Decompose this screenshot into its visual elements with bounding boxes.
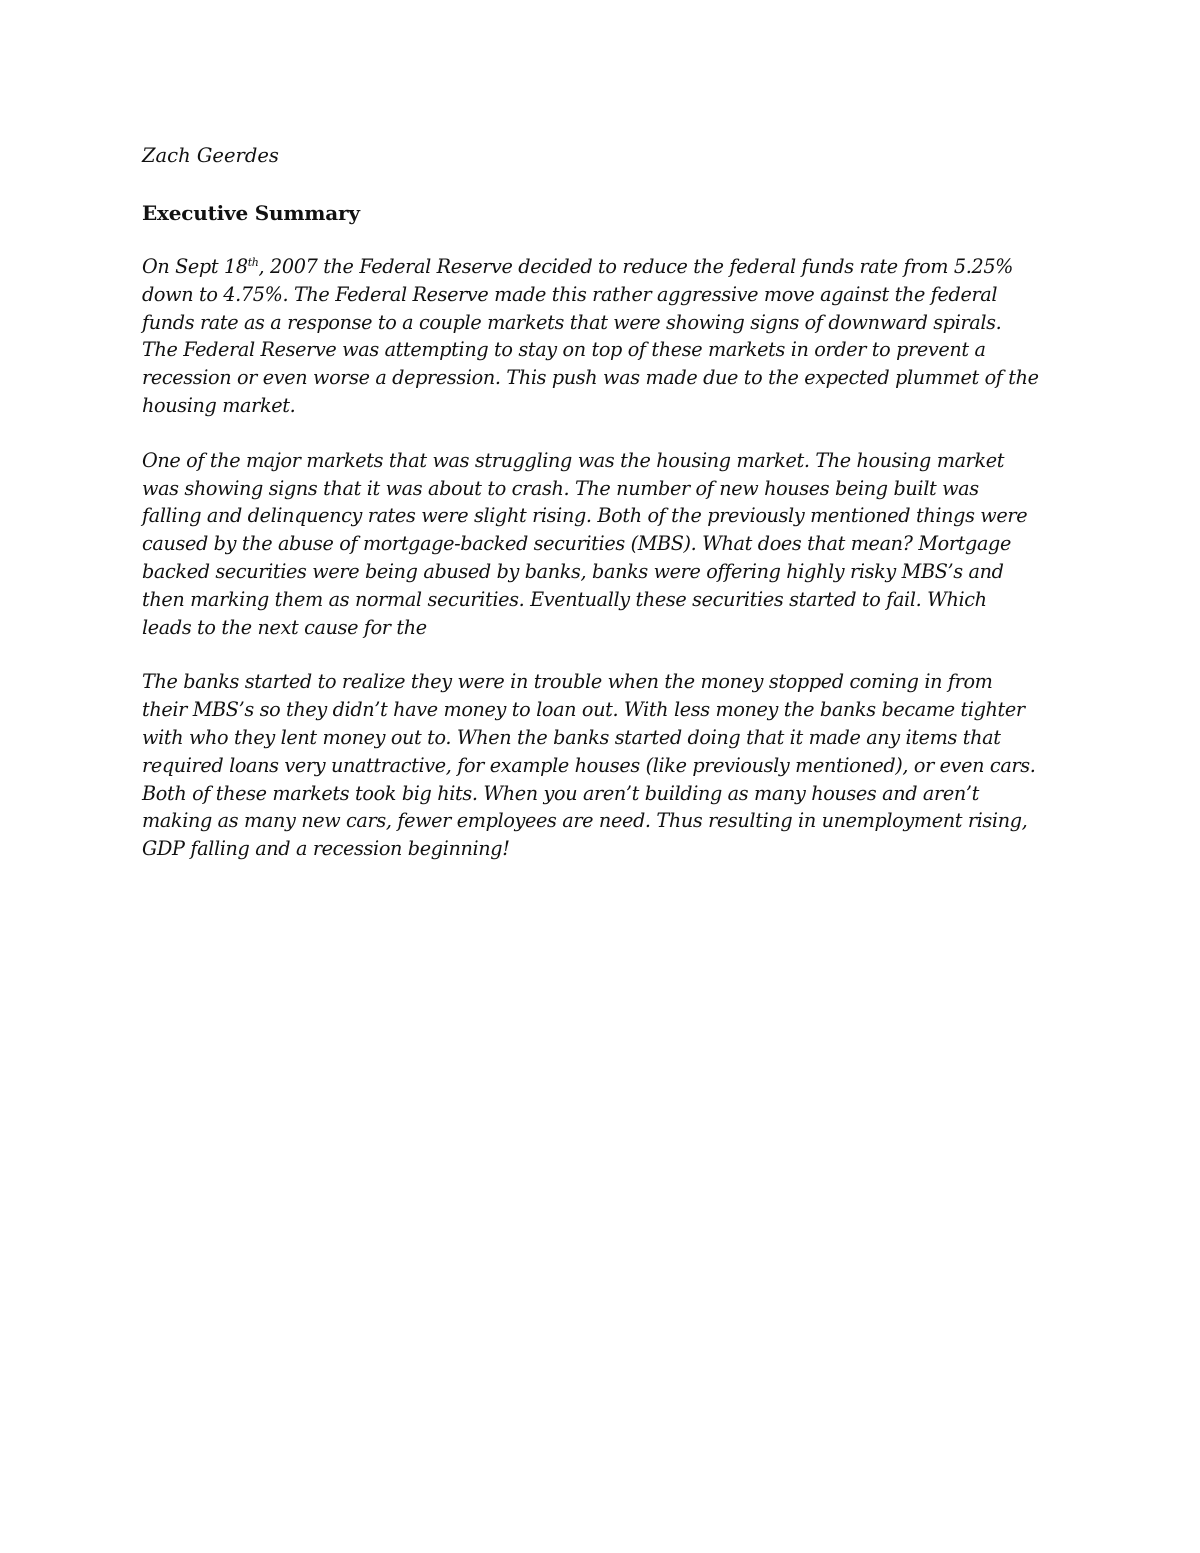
paragraph-line: Both of these markets took big hits. When you aren’t building as many houses and aren’t	[142, 781, 979, 805]
paragraph-line: leads to the next cause for the	[142, 615, 427, 639]
ordinal-superscript: th	[247, 256, 259, 269]
paragraph-line: falling and delinquency rates were slight rising. Both of the previously mentioned things were	[142, 504, 1028, 528]
paragraph-line: One of the major markets that was struggling was the housing market. The housing market	[142, 448, 1005, 472]
paragraph-text: , 2007 the Federal Reserve decided to reduce the federal funds rate from 5.25%	[258, 255, 1014, 278]
document-body	[142, 142, 1067, 890]
paragraph-line: caused by the abuse of mortgage-backed securities (MBS). What does that mean? Mortgage	[142, 532, 1011, 556]
paragraph-line: funds rate as a response to a couple markets that were showing signs of downward spirals.	[142, 310, 1002, 334]
paragraph-line	[142, 253, 1067, 281]
author-name: Zach Geerdes	[142, 144, 279, 167]
paragraph-line: required loans very unattractive, for example houses (like previously mentioned), or even cars.	[142, 753, 1036, 777]
paragraph-1	[142, 253, 1067, 420]
paragraph-line: recession or even worse a depression. This push was made due to the expected plummet of the	[142, 366, 1039, 390]
paragraph-line: down to 4.75%. The Federal Reserve made this rather aggressive move against the federal	[142, 282, 998, 306]
paragraph-line: The banks started to realize they were in trouble when the money stopped coming in from	[142, 670, 993, 694]
paragraph-line: backed securities were being abused by banks, banks were offering highly risky MBS’s and	[142, 559, 1004, 583]
paragraph-line: their MBS’s so they didn’t have money to loan out. With less money the banks became tighter	[142, 698, 1025, 722]
paragraph-2	[142, 447, 1067, 642]
paragraph-line: was showing signs that it was about to crash. The number of new houses being built was	[142, 476, 979, 500]
paragraph-line: with who they lent money out to. When the banks started doing that it made any items that	[142, 725, 1001, 749]
paragraph-line: making as many new cars, fewer employees are need. Thus resulting in unemployment rising,	[142, 809, 1028, 833]
paragraph-line: The Federal Reserve was attempting to stay on top of these markets in order to prevent a	[142, 338, 986, 362]
paragraph-line: housing market.	[142, 393, 296, 417]
document-title: Executive Summary	[142, 201, 360, 225]
paragraph-3	[142, 668, 1067, 863]
paragraph-text: On Sept 18	[142, 255, 248, 278]
paragraph-line: then marking them as normal securities. Eventually these securities started to fail. Which	[142, 587, 987, 611]
paragraph-line: GDP falling and a recession beginning!	[142, 837, 510, 861]
